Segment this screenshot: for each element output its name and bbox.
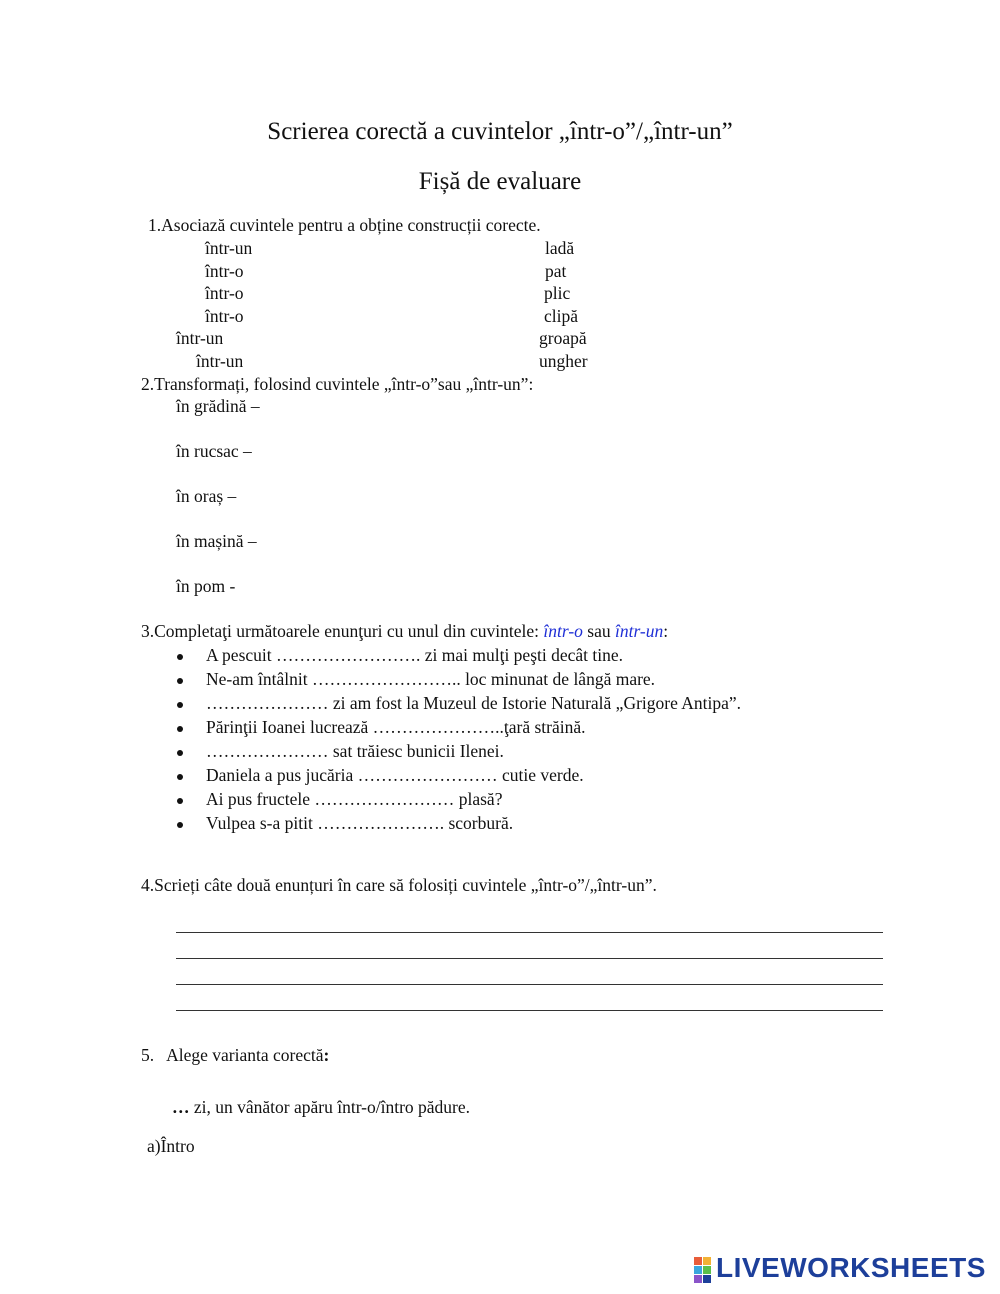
- ex3-sentence: ………………… sat trăiesc bunicii Ilenei.: [206, 741, 504, 761]
- bullet-icon: [177, 702, 183, 708]
- ex1-left-item[interactable]: într-un: [176, 328, 224, 348]
- ex2-prompt: 2.Transformați, folosind cuvintele „într-o”sau „într-un”:: [141, 374, 534, 394]
- ex1-right-item[interactable]: ungher: [539, 351, 588, 371]
- bullet-icon: [177, 726, 183, 732]
- ex2-item: în pom -: [176, 576, 236, 596]
- ex2-item: în rucsac –: [176, 441, 252, 461]
- answer-line[interactable]: [176, 1010, 883, 1011]
- ex5-prompt: 5. Alege varianta corectă:: [141, 1045, 330, 1065]
- ex3-sentence: Ai pus fructele …………………… plasă?: [206, 789, 503, 809]
- bullet-icon: [177, 822, 183, 828]
- page-title: Scrierea corectă a cuvintelor „într-o”/„într-un”: [267, 118, 733, 145]
- liveworksheets-logo-text: LIVEWORKSHEETS: [716, 1252, 986, 1283]
- bullet-icon: [177, 798, 183, 804]
- ex4-prompt: 4.Scrieți câte două enunțuri în care să folosiți cuvintele „într-o”/„într-un”.: [141, 875, 657, 895]
- ex3-prompt: 3.Completaţi următoarele enunţuri cu unul din cuvintele: într-o sau într-un:: [141, 621, 669, 641]
- liveworksheets-logo-icon: [694, 1257, 712, 1283]
- page-subtitle: Fișă de evaluare: [418, 168, 582, 195]
- ex1-left-item[interactable]: într-un: [196, 351, 244, 371]
- ex3-sentence: Vulpea s-a pitit …………………. scorbură.: [206, 813, 514, 833]
- ex3-sentence: Părinţii Ioanei lucrează …………………..ţară străină.: [206, 717, 586, 737]
- bullet-icon: [177, 750, 183, 756]
- ex2-item: în grădină –: [176, 396, 260, 416]
- ex2-item: în mașină –: [176, 531, 257, 551]
- ex2-item: în oraș –: [176, 486, 237, 506]
- ex1-right-item[interactable]: pat: [545, 261, 567, 281]
- ex1-right-item[interactable]: clipă: [544, 306, 579, 326]
- bullet-icon: [177, 678, 183, 684]
- ex1-left-item[interactable]: într-o: [205, 261, 244, 281]
- ex1-right-item[interactable]: groapă: [539, 328, 587, 348]
- bullet-icon: [177, 774, 183, 780]
- ex5-option-a[interactable]: a)Întro: [147, 1136, 195, 1156]
- liveworksheets-logo: [694, 1254, 994, 1284]
- ex5-sentence: … zi, un vânător apăru într-o/întro pădure.: [172, 1097, 471, 1117]
- ex3-sentence: Daniela a pus jucăria …………………… cutie verde.: [206, 765, 584, 785]
- answer-line[interactable]: [176, 958, 883, 959]
- ex1-left-item[interactable]: într-un: [205, 238, 253, 258]
- ex3-sentence: Ne-am întâlnit …………………….. loc minunat de lângă mare.: [206, 669, 656, 689]
- ex1-left-item[interactable]: într-o: [205, 306, 244, 326]
- ex3-sentence: ………………… zi am fost la Muzeul de Istorie Naturală „Grigore Antipa”.: [206, 693, 742, 713]
- ex1-right-item[interactable]: ladă: [545, 238, 575, 258]
- ex3-word-intr-o: într-o: [543, 621, 583, 641]
- bullet-icon: [177, 654, 183, 660]
- ex3-sentence: A pescuit ……………………. zi mai mulţi peşti decât tine.: [206, 645, 624, 665]
- ex1-prompt: 1.Asociază cuvintele pentru a obține construcții corecte.: [148, 215, 541, 235]
- answer-line[interactable]: [176, 932, 883, 933]
- ex1-left-item[interactable]: într-o: [205, 283, 244, 303]
- ex1-right-item[interactable]: plic: [544, 283, 571, 303]
- answer-line[interactable]: [176, 984, 883, 985]
- ex3-word-intr-un: într-un: [614, 621, 664, 641]
